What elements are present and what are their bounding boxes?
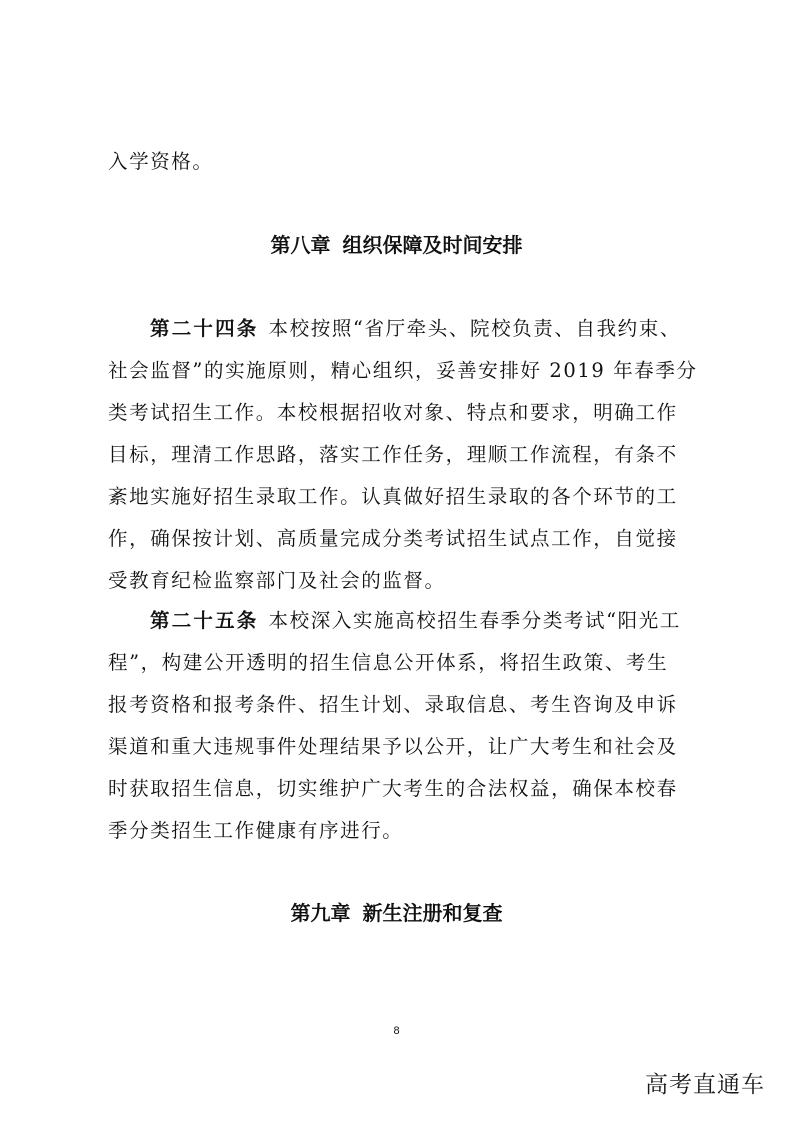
article-25-line-1 bbox=[150, 606, 690, 636]
article-25-line-6: 季分类招生工作健康有序进行。 bbox=[108, 819, 404, 842]
article-25-line-4: 渠道和重大违规事件处理结果予以公开，让广大考生和社会及 bbox=[108, 735, 678, 758]
article-24-line-3: 类考试招生工作。本校根据招收对象、特点和要求，明确工作 bbox=[108, 401, 678, 424]
article-24-line-2: 社会监督”的实施原则，精心组织，妥善安排好 2019 年春季分 bbox=[108, 359, 698, 382]
article-24-text-1: 本校按照“省厅牵头、院校负责、自我约束、 bbox=[268, 317, 681, 340]
article-24-line-5: 紊地实施好招生录取工作。认真做好招生录取的各个环节的工 bbox=[108, 485, 678, 508]
article-25-line-3: 报考资格和报考条件、招生计划、录取信息、考生咨询及申诉 bbox=[108, 693, 678, 716]
chapter-8-number: 第八章 bbox=[270, 233, 331, 257]
chapter-9-heading bbox=[0, 898, 793, 928]
chapter-9-number: 第九章 bbox=[290, 901, 351, 925]
article-25-label: 第二十五条 bbox=[150, 609, 259, 632]
chapter-8-title: 组织保障及时间安排 bbox=[342, 233, 523, 257]
chapter-8-heading bbox=[0, 230, 793, 260]
article-25-line-2: 程”，构建公开透明的招生信息公开体系，将招生政策、考生 bbox=[108, 651, 669, 674]
article-24-line-6: 作，确保按计划、高质量完成分类考试招生试点工作，自觉接 bbox=[108, 527, 678, 550]
article-24-label: 第二十四条 bbox=[150, 317, 259, 340]
article-24-line-7: 受教育纪检监察部门及社会的监督。 bbox=[108, 569, 446, 592]
article-24-line-1 bbox=[150, 314, 690, 344]
chapter-9-title: 新生注册和复查 bbox=[362, 901, 503, 925]
page-number: 8 bbox=[393, 1025, 400, 1037]
continuation-text: 入学资格。 bbox=[108, 150, 214, 173]
article-24-line-4: 目标，理清工作思路，落实工作任务，理顺工作流程，有条不 bbox=[108, 443, 678, 466]
article-25-text-1: 本校深入实施高校招生春季分类考试“阳光工 bbox=[268, 609, 681, 632]
watermark: 高考直通车 bbox=[645, 1072, 765, 1098]
article-25-line-5: 时获取招生信息，切实维护广大考生的合法权益，确保本校春 bbox=[108, 777, 678, 800]
